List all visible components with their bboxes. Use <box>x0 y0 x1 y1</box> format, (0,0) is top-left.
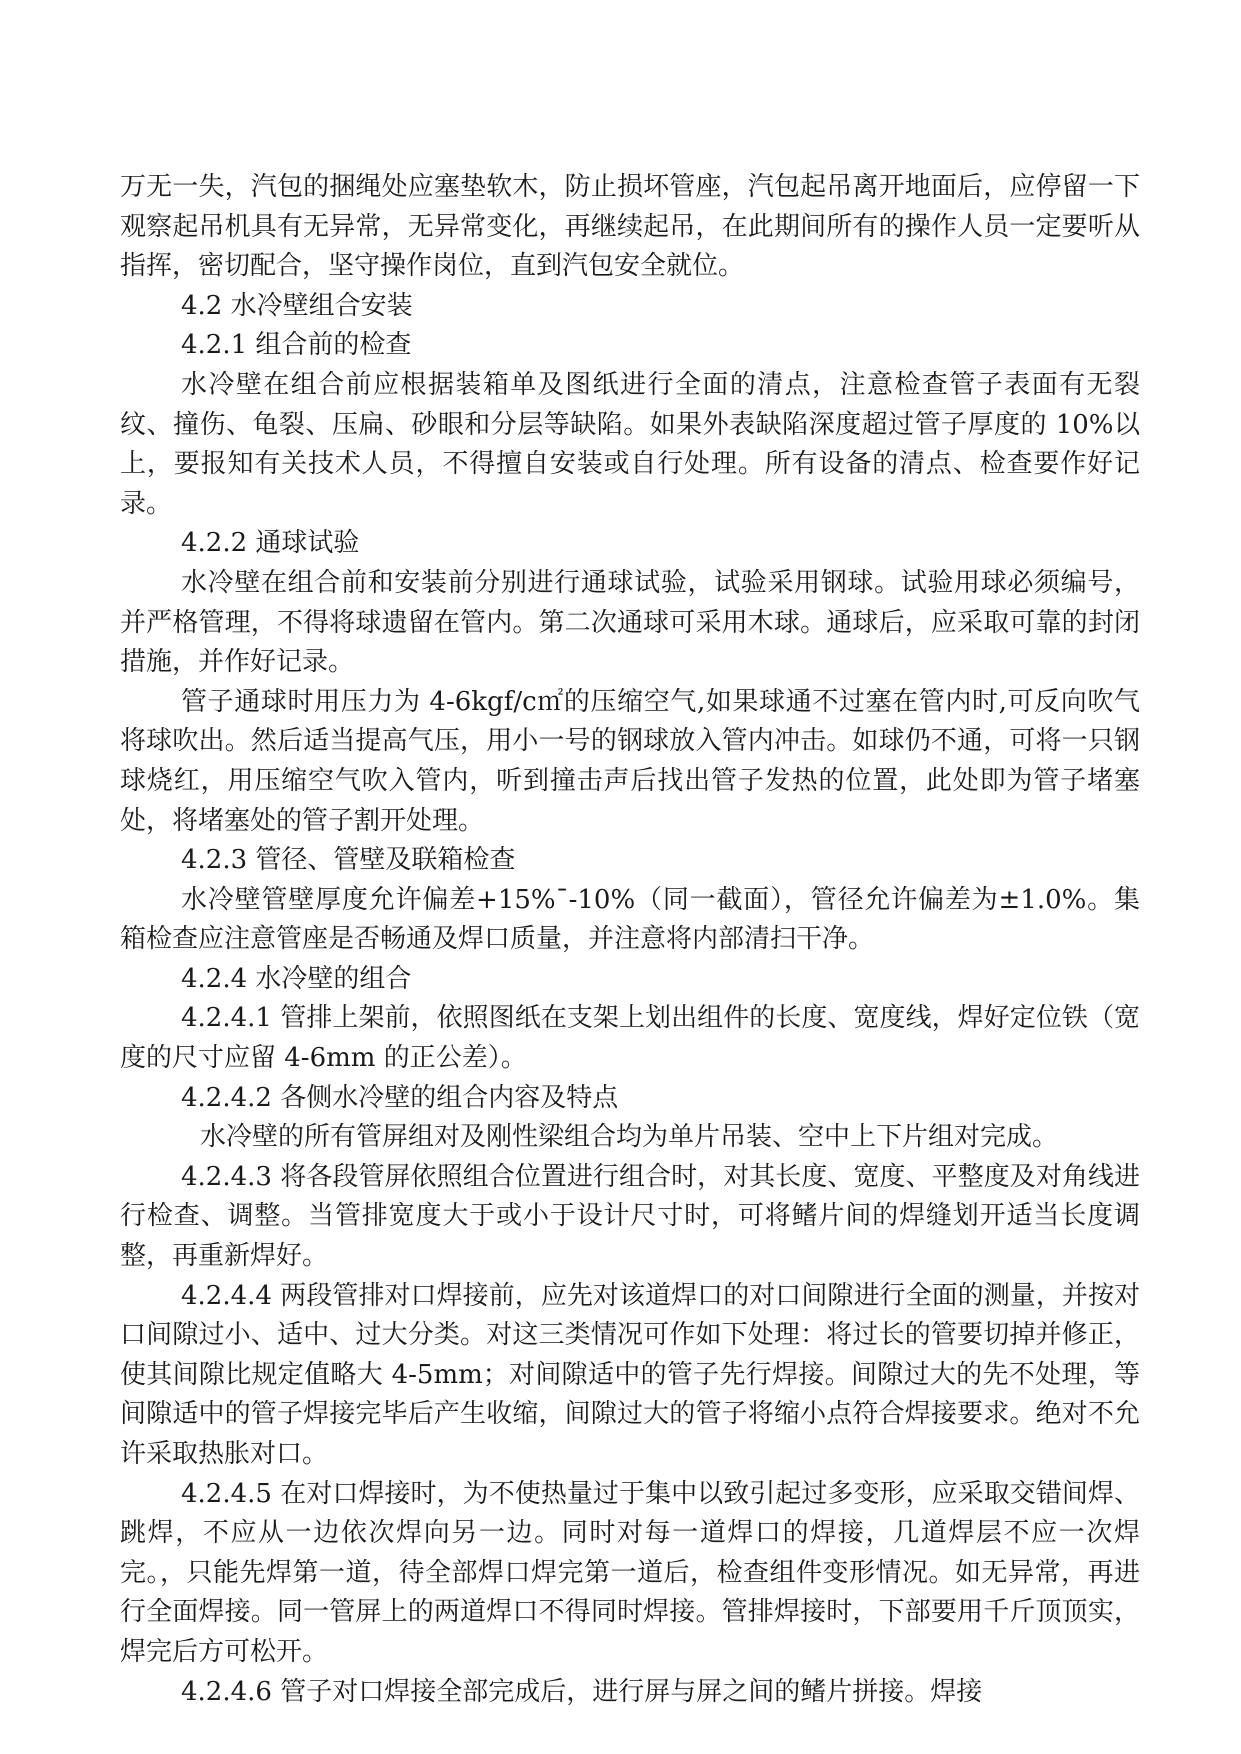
heading-4-2-1: 4.2.1 组合前的检查 <box>181 330 412 361</box>
heading-4-2-4: 4.2.4 水冷壁的组合 <box>181 963 412 994</box>
paragraph-4-2-4-1: 4.2.4.1 管排上架前，依照图纸在支架上划出组件的长度、宽度线，焊好定位铁（宽度的尺寸应留 4-6mm 的正公差）。 <box>120 1003 1140 1074</box>
paragraph-4-2-4-3: 4.2.4.3 将各段管屏依照组合位置进行组合时，对其长度、宽度、平整度及对角线进行检查、调整。当管排宽度大于或小于设计尺寸时，可将鳍片间的焊缝划开适当长度调整，再重新焊好。 <box>120 1161 1140 1272</box>
heading-4-2-2: 4.2.2 通球试验 <box>181 528 360 559</box>
heading-4-2: 4.2 水冷壁组合安装 <box>181 290 413 321</box>
paragraph-ball-test-pressure: 管子通球时用压力为 4-6kgf/c㎡的压缩空气,如果球通不过塞在管内时,可反向吹气将球吹出。然后适当提高气压，用小一号的钢球放入管内冲击。如球仍不通，可将一只钢球烧红，用压缩空气吹入管内，听到撞击声后找出管子发热的位置，此处即为管子堵塞处，将堵塞处的管子割开处理。 <box>120 686 1140 836</box>
document-page <box>120 168 1140 1712</box>
paragraph-drum-lifting-cont: 万无一失，汽包的捆绳处应塞垫软木，防止损坏管座，汽包起吊离开地面后，应停留一下观察起吊机具有无异常，无异常变化，再继续起吊，在此期间所有的操作人员一定要听从指挥，密切配合，坚守操作岗位，直到汽包安全就位。 <box>120 172 1140 282</box>
paragraph-4-2-4-6: 4.2.4.6 管子对口焊接全部完成后，进行屏与屏之间的鳍片拼接。焊接 <box>181 1676 983 1707</box>
paragraph-wall-thickness: 水冷壁管壁厚度允许偏差+15%¯-10%（同一截面），管径允许偏差为±1.0%。集箱检查应注意管座是否畅通及焊口质量，并注意将内部清扫干净。 <box>120 884 1140 955</box>
paragraph-4-2-4-5: 4.2.4.5 在对口焊接时，为不使热量过于集中以致引起过多变形，应采取交错间焊、跳焊，不应从一边依次焊向另一边。同时对每一道焊口的焊接，几道焊层不应一次焊完。，只能先焊第一道，待全部焊口焊完第一道后，检查组件变形情况。如无异常，再进行全面焊接。同一管屏上的两道焊口不得同时焊接。管排焊接时，下部要用千斤顶顶实，焊完后方可松开。 <box>120 1478 1140 1667</box>
paragraph-assembly-content: 水冷壁的所有管屏组对及刚性梁组合均为单片吊装、空中上下片组对完成。 <box>200 1122 1059 1153</box>
paragraph-ball-test: 水冷壁在组合前和安装前分别进行通球试验，试验采用钢球。试验用球必须编号，并严格管理，不得将球遗留在管内。第二次通球可采用木球。通球后，应采取可靠的封闭措施，并作好记录。 <box>120 567 1140 678</box>
heading-4-2-4-2: 4.2.4.2 各侧水冷壁的组合内容及特点 <box>181 1082 619 1113</box>
paragraph-pre-assembly-check: 水冷壁在组合前应根据装箱单及图纸进行全面的清点，注意检查管子表面有无裂纹、撞伤、龟裂、压扁、砂眼和分层等缺陷。如果外表缺陷深度超过管子厚度的 10%以上，要报知有关技术人员，不得擅自安装或自行处理。所有设备的清点、检查要作好记录。 <box>120 369 1140 519</box>
paragraph-4-2-4-4: 4.2.4.4 两段管排对口焊接前，应先对该道焊口的对口间隙进行全面的测量，并按对口间隙过小、适中、过大分类。对这三类情况可作如下处理：将过长的管要切掉并修正，使其间隙比规定值略大 4-5mm；对间隙适中的管子先行焊接。间隙过大的先不处理，等间隙适中的管子焊接完毕后产生收缩，间隙过大的管子将缩小点符合焊接要求。绝对不允许采取热胀对口。 <box>120 1280 1140 1469</box>
heading-4-2-3: 4.2.3 管径、管壁及联箱检查 <box>181 845 516 876</box>
